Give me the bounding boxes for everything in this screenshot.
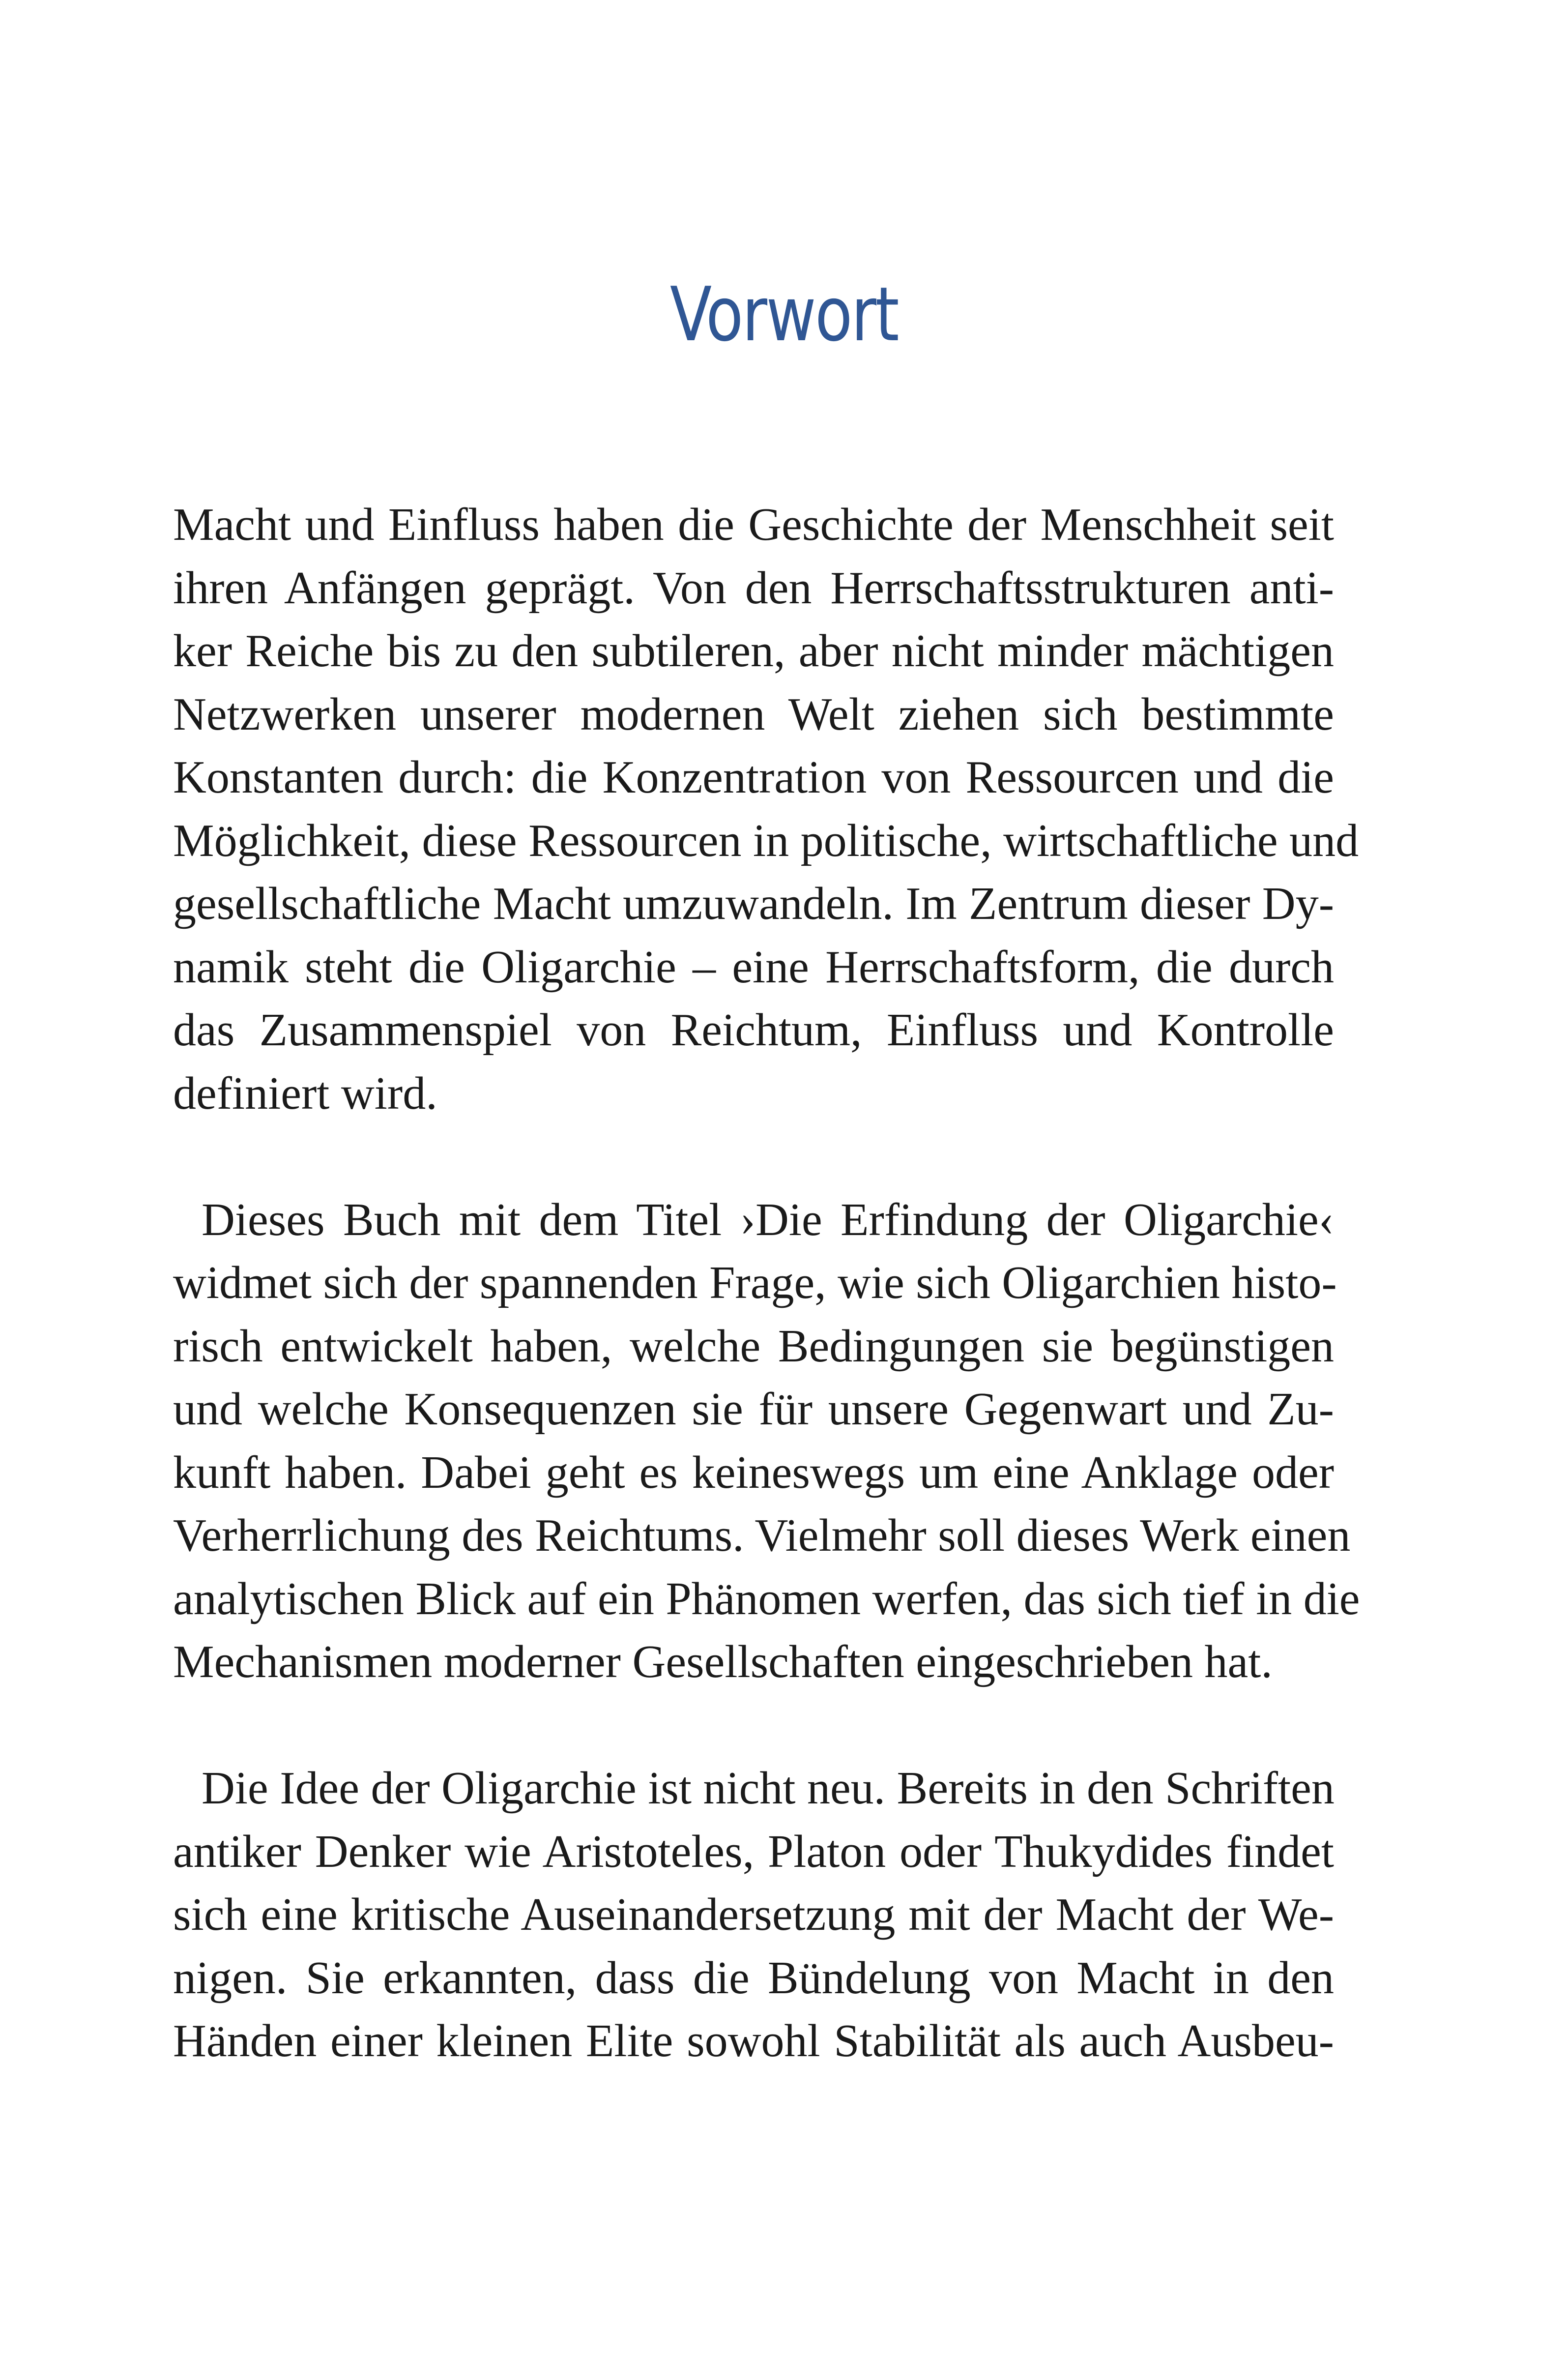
paragraph-1 [173,493,1359,1125]
text-line: Dieses Buch mit dem Titel ›Die Erfindung der Oligarchie‹ [202,1194,1334,1245]
text-line: kunft haben. Dabei geht es keineswegs um eine Anklage oder [173,1446,1334,1498]
body-text [173,493,1360,2073]
text-line: Händen einer kleinen Elite sowohl Stabilität als auch Ausbeu- [173,2015,1334,2066]
text-line: das Zusammenspiel von Reichtum, Einfluss und Kontrolle [173,1004,1334,1056]
text-line: widmet sich der spannenden Frage, wie sich Oligarchien histo- [173,1257,1337,1308]
text-line: Die Idee der Oligarchie ist nicht neu. Bereits in den Schriften [202,1763,1335,1814]
text-line: gesellschaftliche Macht umzuwandeln. Im Zentrum dieser Dy- [173,878,1334,929]
text-line: Verherrlichung des Reichtums. Vielmehr soll dieses Werk einen [173,1510,1351,1561]
text-line: sich eine kritische Auseinandersetzung mit der Macht der We- [173,1889,1334,1940]
text-line: und welche Konsequenzen sie für unsere Gegenwart und Zu- [173,1384,1334,1435]
text-line: Möglichkeit, diese Ressourcen in politische, wirtschaftliche und [173,815,1359,866]
text-line: namik steht die Oligarchie – eine Herrschaftsform, die durch [173,941,1334,993]
paragraph-3 [173,1757,1334,2073]
paragraph-2 [173,1188,1360,1694]
text-line: Konstanten durch: die Konzentration von Ressourcen und die [173,752,1334,803]
chapter-title: Vorwort [669,271,899,358]
text-line: nigen. Sie erkannten, dass die Bündelung von Macht in den [173,1952,1334,2004]
text-line: risch entwickelt haben, welche Bedingungen sie begünstigen [173,1320,1334,1372]
text-line: ihren Anfängen geprägt. Von den Herrschaftsstrukturen anti- [173,562,1334,614]
text-line: antiker Denker wie Aristoteles, Platon oder Thukydides findet [173,1826,1334,1877]
text-line: definiert wird. [173,1067,437,1119]
paragraph-spacer [173,1125,1334,1188]
text-line: Netzwerken unserer modernen Welt ziehen sich bestimmte [173,688,1334,740]
text-line: Mechanismen moderner Gesellschaften eingeschrieben hat. [173,1636,1273,1687]
text-line: ker Reiche bis zu den subtileren, aber nicht minder mächtigen [173,625,1334,677]
paragraph-spacer [173,1694,1334,1757]
text-line: analytischen Blick auf ein Phänomen werfen, das sich tief in die [173,1573,1360,1624]
text-line: Macht und Einfluss haben die Geschichte der Menschheit seit [173,499,1334,550]
